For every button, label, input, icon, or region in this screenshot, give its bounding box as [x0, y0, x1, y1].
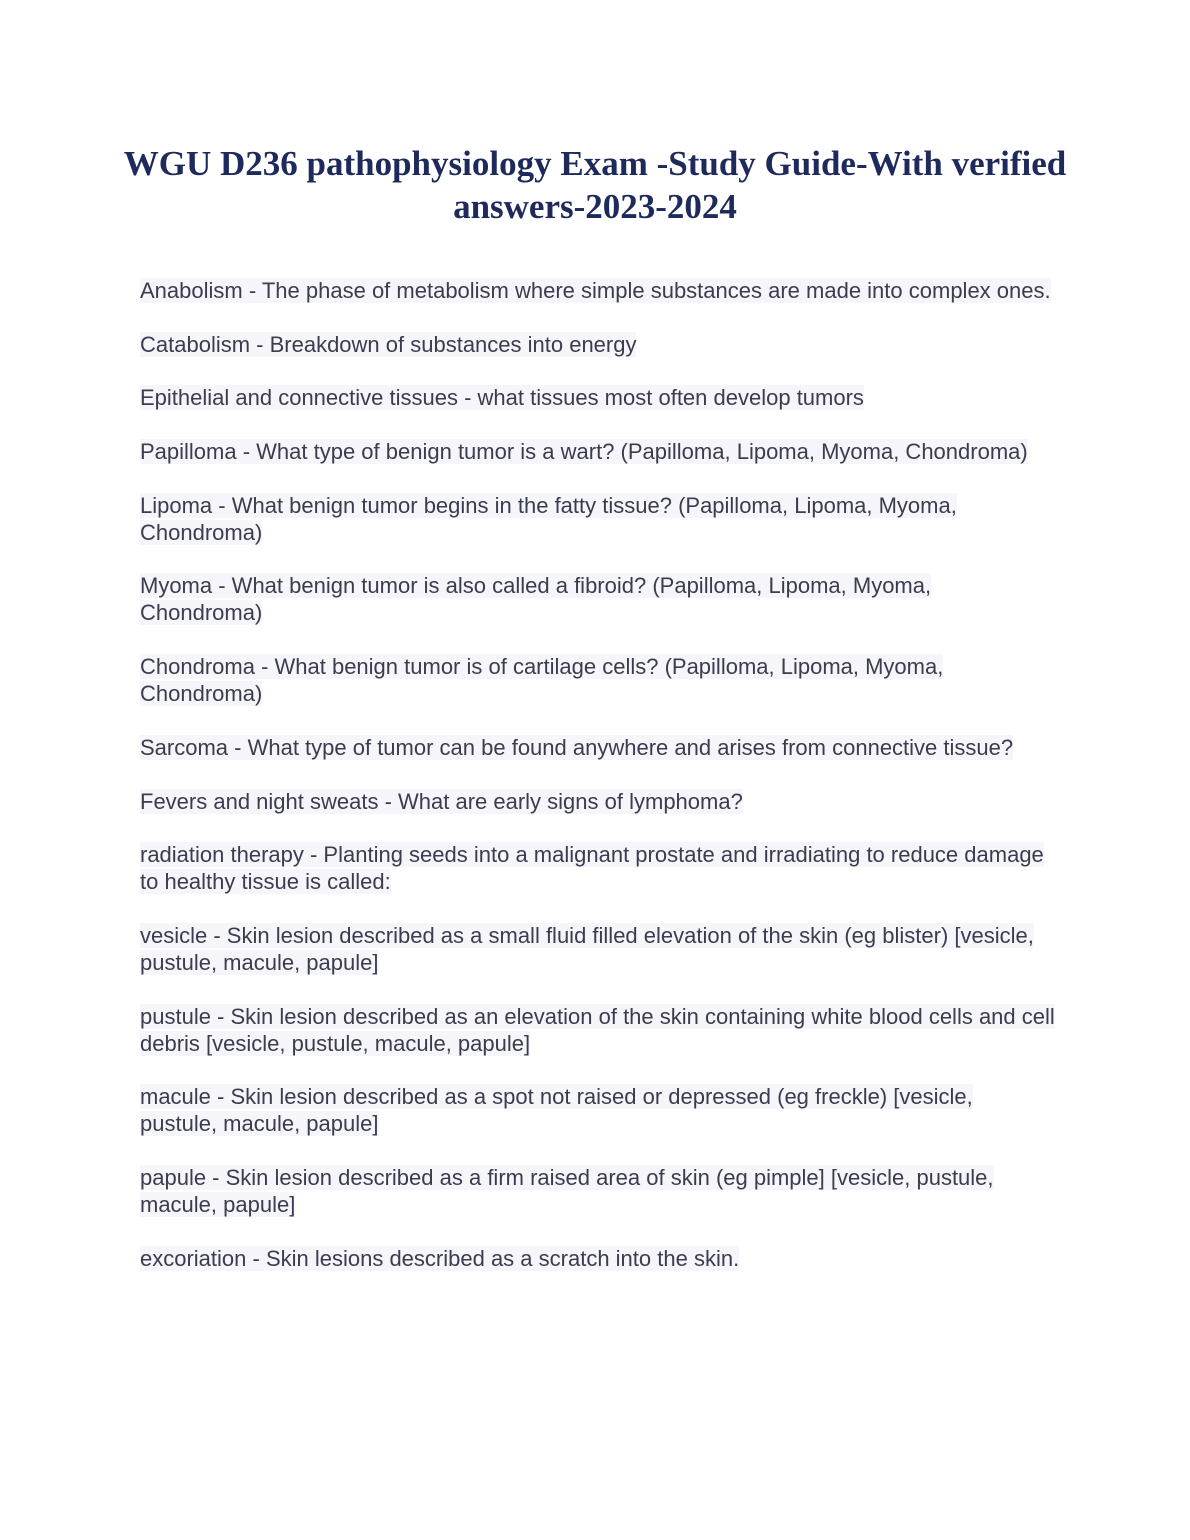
- list-item: [140, 734, 1055, 761]
- entry-text: Anabolism - The phase of metabolism where simple substances are made into complex ones.: [140, 278, 1051, 303]
- list-item: [140, 1083, 1055, 1137]
- entry-text: pustule - Skin lesion described as an elevation of the skin containing white blood cells and cell debris [vesicle, pustule, macule, papule]: [140, 1004, 1055, 1056]
- list-item: [140, 841, 1055, 895]
- list-item: [140, 922, 1055, 976]
- list-item: [140, 1245, 1055, 1272]
- list-item: [140, 653, 1055, 707]
- entry-text: Papilloma - What type of benign tumor is a wart? (Papilloma, Lipoma, Myoma, Chondroma): [140, 439, 1028, 464]
- list-item: [140, 277, 1055, 304]
- entry-text: Catabolism - Breakdown of substances into energy: [140, 332, 637, 357]
- list-item: [140, 788, 1055, 815]
- entry-text: Chondroma - What benign tumor is of cartilage cells? (Papilloma, Lipoma, Myoma, Chondroma): [140, 654, 944, 706]
- list-item: [140, 331, 1055, 358]
- list-item: [140, 1003, 1055, 1057]
- entry-text: radiation therapy - Planting seeds into a malignant prostate and irradiating to reduce damage to healthy tissue is called:: [140, 842, 1044, 894]
- list-item: [140, 384, 1055, 411]
- entry-text: vesicle - Skin lesion described as a small fluid filled elevation of the skin (eg blister) [vesicle, pustule, macule, papule]: [140, 923, 1034, 975]
- entry-text: macule - Skin lesion described as a spot not raised or depressed (eg freckle) [vesicle, pustule, macule, papule]: [140, 1084, 973, 1136]
- entry-text: Epithelial and connective tissues - what tissues most often develop tumors: [140, 385, 864, 410]
- entry-text: Sarcoma - What type of tumor can be found anywhere and arises from connective tissue?: [140, 735, 1014, 760]
- list-item: [140, 492, 1055, 546]
- list-item: [140, 1164, 1055, 1218]
- list-item: [140, 572, 1055, 626]
- entry-text: papule - Skin lesion described as a firm raised area of skin (eg pimple] [vesicle, pustule, macule, papule]: [140, 1165, 994, 1217]
- list-item: [140, 438, 1055, 465]
- entry-text: excoriation - Skin lesions described as a scratch into the skin.: [140, 1246, 740, 1271]
- entry-text: Lipoma - What benign tumor begins in the fatty tissue? (Papilloma, Lipoma, Myoma, Chondroma): [140, 493, 957, 545]
- study-guide-entries: [140, 277, 1055, 1272]
- entry-text: Fevers and night sweats - What are early signs of lymphoma?: [140, 789, 743, 814]
- document-title: WGU D236 pathophysiology Exam -Study Guide-With verified answers-2023-2024: [123, 144, 1067, 226]
- entry-text: Myoma - What benign tumor is also called a fibroid? (Papilloma, Lipoma, Myoma, Chondroma): [140, 573, 932, 625]
